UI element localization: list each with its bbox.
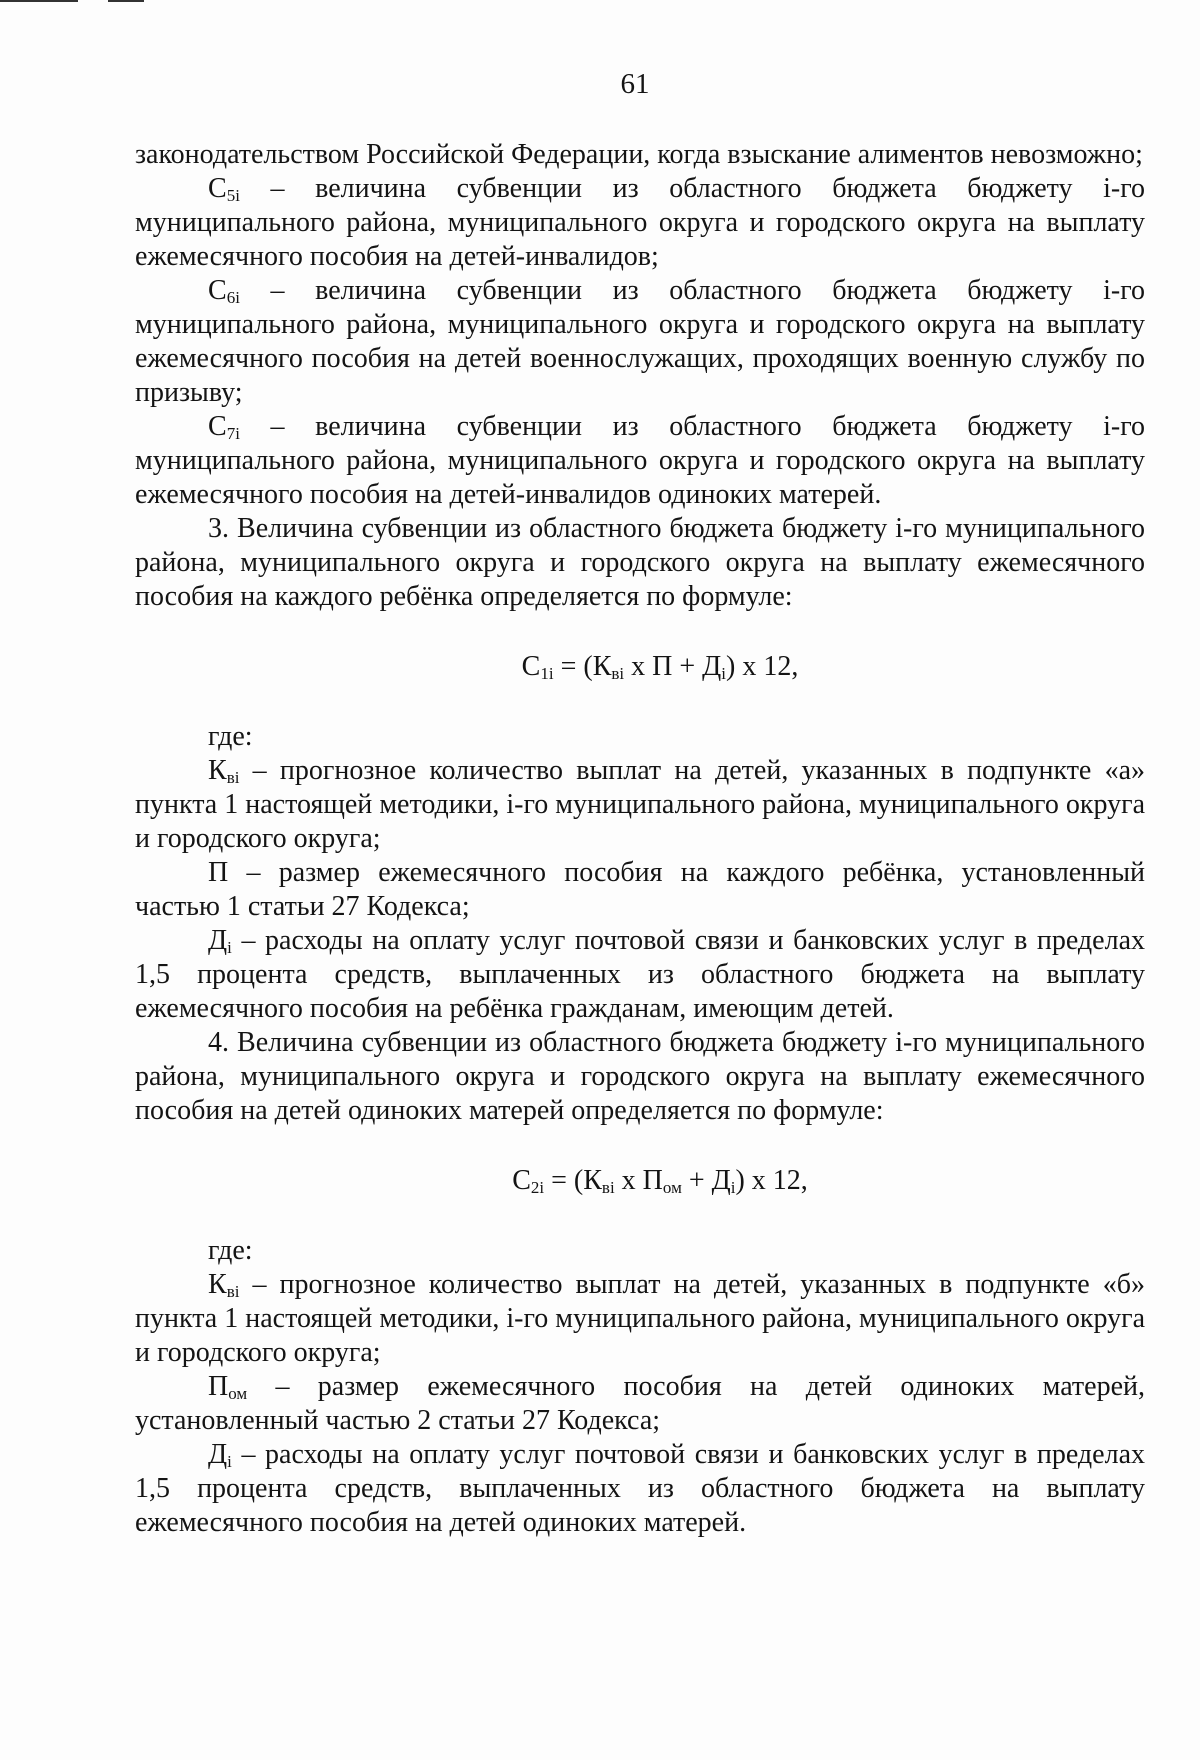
formula-part: ) x 12, [726, 651, 799, 682]
subscript-vi: вi [601, 1178, 615, 1197]
subscript-i: i [730, 1178, 736, 1197]
definition-kvi [135, 754, 1145, 856]
definition-c6i [135, 274, 1145, 410]
subscript-vi: вi [226, 1282, 240, 1301]
page-number: 61 [620, 68, 650, 100]
definition-text: – величина субвенции из областного бюджета бюджету i-го муниципального района, муниципального округа и городского округа на выплату ежемесячного пособия на детей-инвалидов одиноких матерей. [135, 411, 1145, 510]
subscript-vi: вi [226, 768, 240, 787]
formula-part: + [681, 1165, 712, 1196]
symbol-d: Д [711, 1165, 731, 1196]
symbol-p: П [208, 1371, 229, 1402]
definition-text: – прогнозное количество выплат на детей, указанных в подпункте «б» пункта 1 настоящей методики, i-го муниципального района, муниципального округа и городского округа; [135, 1269, 1145, 1368]
definition-text: – прогнозное количество выплат на детей, указанных в подпункте «а» пункта 1 настоящей методики, i-го муниципального района, муниципального округа и городского округа; [135, 755, 1146, 854]
subscript-om: ом [228, 1384, 248, 1403]
paragraph-4: 4. Величина субвенции из областного бюджета бюджету i-го муниципального района, муниципального округа и городского округа на выплату ежемесячного пособия на детей одиноких матерей определяется по формуле: [135, 1027, 1145, 1126]
subscript-i: i [227, 938, 232, 957]
symbol-c: С [208, 275, 227, 306]
where-label: где: [208, 721, 253, 752]
subscript-6i: 6i [226, 288, 240, 307]
formula-part: ) x 12, [735, 1165, 808, 1196]
subscript-5i: 5i [226, 186, 240, 205]
formula-part: = ( [553, 651, 593, 682]
paragraph-3: 3. Величина субвенции из областного бюджета бюджету i-го муниципального района, муниципального округа и городского округа на выплату ежемесячного пособия на каждого ребёнка определяется по формуле: [135, 513, 1145, 612]
formula-part: x П + [624, 651, 703, 682]
definition-text: – размер ежемесячного пособия на детей одиноких матерей, установленный частью 2 статьи 27 Кодекса; [135, 1371, 1145, 1436]
definition-di [135, 1438, 1145, 1540]
definition-text: – расходы на оплату услуг почтовой связи и банковских услуг в пределах 1,5 процента средств, выплаченных из областного бюджета на выплату ежемесячного пособия на детей одиноких матерей. [135, 1439, 1145, 1538]
subscript-i: i [721, 664, 726, 683]
definition-c5i [135, 172, 1145, 274]
formula-c2i [135, 1164, 1145, 1198]
symbol-d: Д [208, 925, 228, 956]
scan-edge-mark [108, 0, 144, 2]
symbol-p: П [642, 1165, 663, 1196]
definition-text: – величина субвенции из областного бюджета бюджету i-го муниципального района, муниципального округа и городского округа на выплату ежемесячного пособия на детей военнослужащих, проходящих военную службу по призыву; [135, 275, 1145, 408]
definition-p: П – размер ежемесячного пособия на каждого ребёнка, установленный частью 1 статьи 27 Кодекса; [135, 857, 1145, 922]
subscript-7i: 7i [226, 424, 240, 443]
symbol-d: Д [702, 651, 722, 682]
formula-c1i [135, 650, 1145, 684]
symbol-c: С [521, 651, 541, 682]
paragraph-continuation: законодательством Российской Федерации, когда взыскание алиментов невозможно; [135, 139, 1143, 170]
definition-pom [135, 1370, 1145, 1438]
symbol-k: К [208, 755, 227, 786]
definition-kvi [135, 1268, 1145, 1370]
symbol-k: К [208, 1269, 227, 1300]
symbol-k: К [592, 651, 612, 682]
symbol-c: С [208, 411, 227, 442]
subscript-i: i [227, 1452, 232, 1471]
subscript-1i: 1i [540, 664, 554, 683]
formula-part: x [614, 1165, 643, 1196]
definition-c7i [135, 410, 1145, 512]
formula-part: = ( [544, 1165, 584, 1196]
document-body [135, 138, 1145, 1540]
symbol-c: С [208, 173, 227, 204]
definition-di [135, 924, 1145, 1026]
subscript-2i: 2i [530, 1178, 545, 1197]
definition-text: – величина субвенции из областного бюджета бюджету i-го муниципального района, муниципального округа и городского округа на выплату ежемесячного пособия на детей-инвалидов; [135, 173, 1145, 272]
symbol-c: С [512, 1165, 531, 1196]
symbol-d: Д [208, 1439, 228, 1470]
where-label: где: [208, 1235, 253, 1266]
definition-text: – расходы на оплату услуг почтовой связи и банковских услуг в пределах 1,5 процента средств, выплаченных из областного бюджета на выплату ежемесячного пособия на ребёнка гражданам, имеющим детей. [135, 925, 1145, 1024]
symbol-k: К [583, 1165, 602, 1196]
scan-edge-mark [0, 0, 78, 2]
subscript-om: ом [662, 1178, 682, 1197]
subscript-vi: вi [611, 664, 625, 683]
